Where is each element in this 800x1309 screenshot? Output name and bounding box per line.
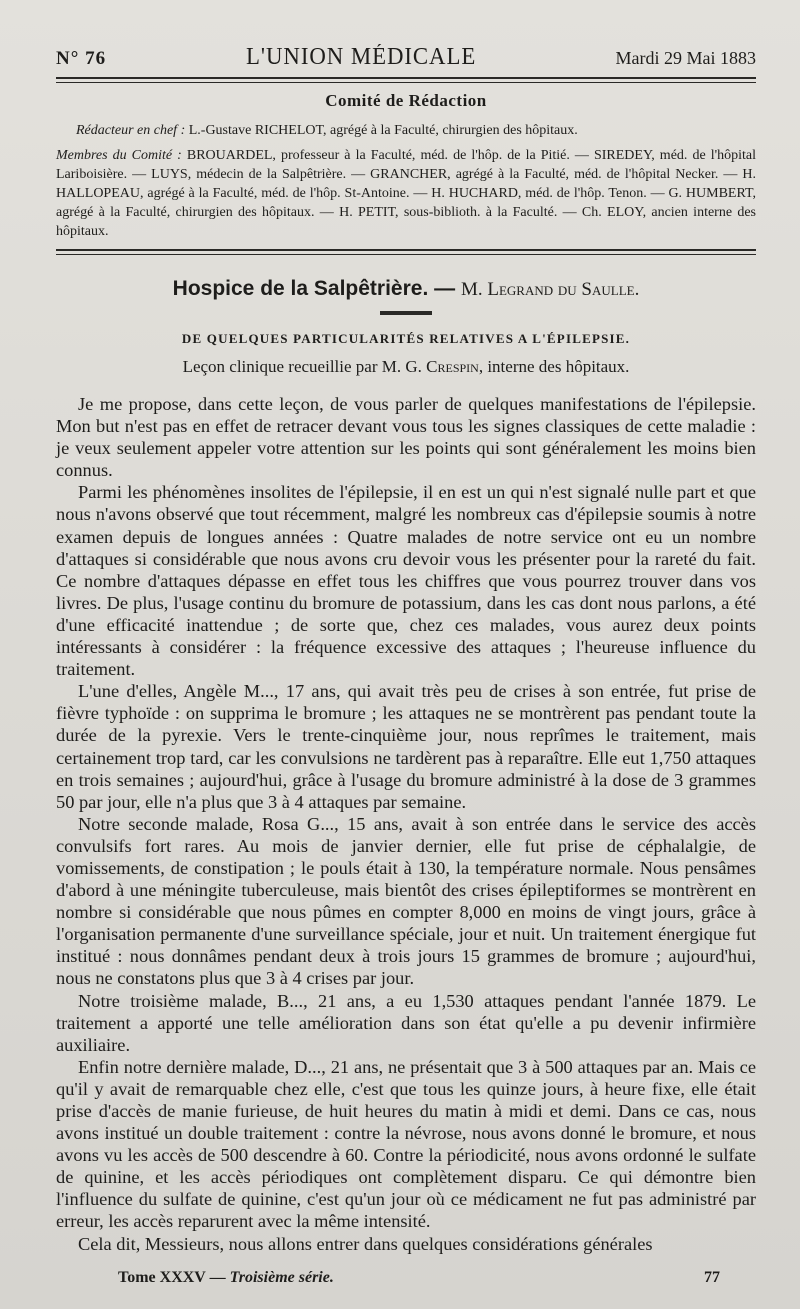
- article-subject: DE QUELQUES PARTICULARITÉS RELATIVES A L'ÉPILEPSIE.: [181, 331, 631, 346]
- issue-date: Mardi 29 Mai 1883: [615, 48, 756, 68]
- committee-title: Comité de Rédaction: [325, 91, 487, 110]
- members-text: BROUARDEL, professeur à la Faculté, méd. de l'hôp. de la Pitié. — SIREDEY, méd. de l'hôpital Lariboisière. — LUYS, médecin de la Salpêtrière. — GRANCHER, agrégé à la Faculté, méd. de l'hôpital Necker. — H. HALLOPEAU, agrégé à la Faculté, méd. de l'hôp. St-Antoine. — H. HUCHARD, méd. de l'hôp. Tenon. — G. HUMBERT, agrégé à la Faculté, chirurgien des hôpitaux. — H. PETIT, sous-biblioth. à la Faculté. — Ch. ELOY, ancien interne des hôpitaux.: [56, 148, 757, 239]
- paragraph: Notre troisième malade, B..., 21 ans, a eu 1,530 attaques pendant l'année 1879. Le traitement a apporté une telle amélioration dans son état qu'elle a pu devenir infirmière auxiliaire.: [56, 990, 756, 1055]
- committee-rule-thin: [56, 254, 756, 255]
- running-head: [56, 0, 756, 71]
- committee-rule: [56, 249, 756, 251]
- footer-page-number: 77: [704, 1269, 720, 1286]
- page-footer: [118, 1269, 720, 1287]
- members-label: Membres du Comité :: [56, 148, 182, 163]
- editorial-committee: [56, 91, 756, 241]
- volume-label: Tome XXXV —: [118, 1269, 226, 1286]
- chief-text: L.-Gustave RICHELOT, agrégé à la Faculté, chirurgien des hôpitaux.: [188, 123, 578, 138]
- chief-editor: [56, 121, 756, 140]
- article-heading: [56, 277, 756, 301]
- volume-info: [118, 1269, 334, 1287]
- issue-number: N° 76: [56, 48, 107, 69]
- paragraph: Parmi les phénomènes insolites de l'épilepsie, il en est un qui n'est signalé nulle part et que nous n'avons observé que tout récemment, malgré les nombreux cas d'épilepsie soumis à notre examen depuis de longues années : Quatre malades de notre service ont eu un nombre d'attaques si considérable que nous avons cru devoir vous les présenter pour la rareté du fait. Ce nombre d'attaques dépasse en effet tous les chiffres que vous pourrez trouver dans vos livres. De plus, l'usage continu du bromure de potassium, dans les cas dont nous parlons, a été d'une efficacité inattendue ; de sorte que, chez ces malades, vous aurez deux points intéressants à considérer : la fréquence excessive des attaques ; l'heureuse influence du traitement.: [56, 482, 756, 680]
- title-ornament: [380, 311, 432, 315]
- header-rule: [56, 77, 756, 79]
- subtitle-post: , interne des hôpitaux.: [478, 357, 630, 376]
- paragraph: Cela dit, Messieurs, nous allons entrer dans quelques considérations générales: [78, 1233, 653, 1254]
- paragraph: Je me propose, dans cette leçon, de vous parler de quelques manifestations de l'épilepsie. Mon but n'est pas en effet de retracer devant vous tous les signes classiques de cette maladie : je veux seulement appeler votre attention sur les points qui sont généralement les moins bien connus.: [56, 394, 756, 481]
- hospital-name: Hospice de la Salpêtrière. —: [172, 277, 456, 300]
- article-subtitle: [56, 357, 756, 377]
- committee-members: [56, 146, 756, 241]
- subtitle-name: Crespin: [426, 357, 479, 376]
- article-body: [56, 393, 756, 1255]
- paragraph: Notre seconde malade, Rosa G..., 15 ans, avait à son entrée dans le service des accès convulsifs fort rares. Au mois de janvier dernier, elle fut prise de céphalalgie, de vomissements, de constipation ; le pouls était à 130, la température normale. Nous pensâmes d'abord à une méningite tuberculeuse, mais bientôt des crises épileptiformes se montrèrent en nombre si considérable que nous pûmes en compter 8,000 en moins de vingt jours, grâce à l'organisation permanente d'une surveillance spéciale, jour et nuit. Un traitement énergique fut institué : nous donnâmes pendant deux à trois jours 15 grammes de bromure ; aujourd'hui, nous ne constatons plus que 3 à 4 crises par jour.: [56, 813, 756, 989]
- lecture-author: M. Legrand du Saulle.: [460, 279, 640, 300]
- paragraph: L'une d'elles, Angèle M..., 17 ans, qui avait très peu de crises à son entrée, fut prise de fièvre typhoïde : on supprima le bromure ; les attaques ne se montrèrent pas pendant toute la durée de la pyrexie. Vers le trente-cinquième jour, nous reprîmes le traitement, mais certainement trop tard, car les convulsions ne tardèrent pas à reparaître. Elle eut 1,750 attaques en trois semaines ; aujourd'hui, grâce à l'usage du bromure administré à la dose de 3 grammes 50 par jour, elle n'a plus que 3 à 4 attaques par semaine.: [56, 681, 756, 812]
- subtitle-pre: Leçon clinique recueillie par M. G.: [182, 357, 422, 376]
- chief-label: Rédacteur en chef :: [76, 123, 186, 138]
- header-rule-thin: [56, 82, 756, 83]
- journal-title: L'UNION MÉDICALE: [245, 44, 476, 70]
- series-label: Troisième série.: [229, 1269, 334, 1286]
- paragraph: Enfin notre dernière malade, D..., 21 ans, ne présentait que 3 à 500 attaques par an. Mais ce qu'il y avait de remarquable chez elle, c'est que tous les quinze jours, à heure fixe, elle était prise d'accès de manie furieuse, de huit heures du matin à midi et demi. Dans ce cas, nous avons institué un double traitement : contre la névrose, nous avons donné le bromure, et nous avons vu les accès de 500 descendre à 60. Contre la périodicité, nous avons ordonné le sulfate de quinine, et les accès périodiques ont complètement disparu. Ce qui démontre bien l'influence du sulfate de quinine, c'est qu'un jour où ce médicament ne fut pas administré par erreur, les accès reparurent avec la même intensité.: [56, 1056, 756, 1232]
